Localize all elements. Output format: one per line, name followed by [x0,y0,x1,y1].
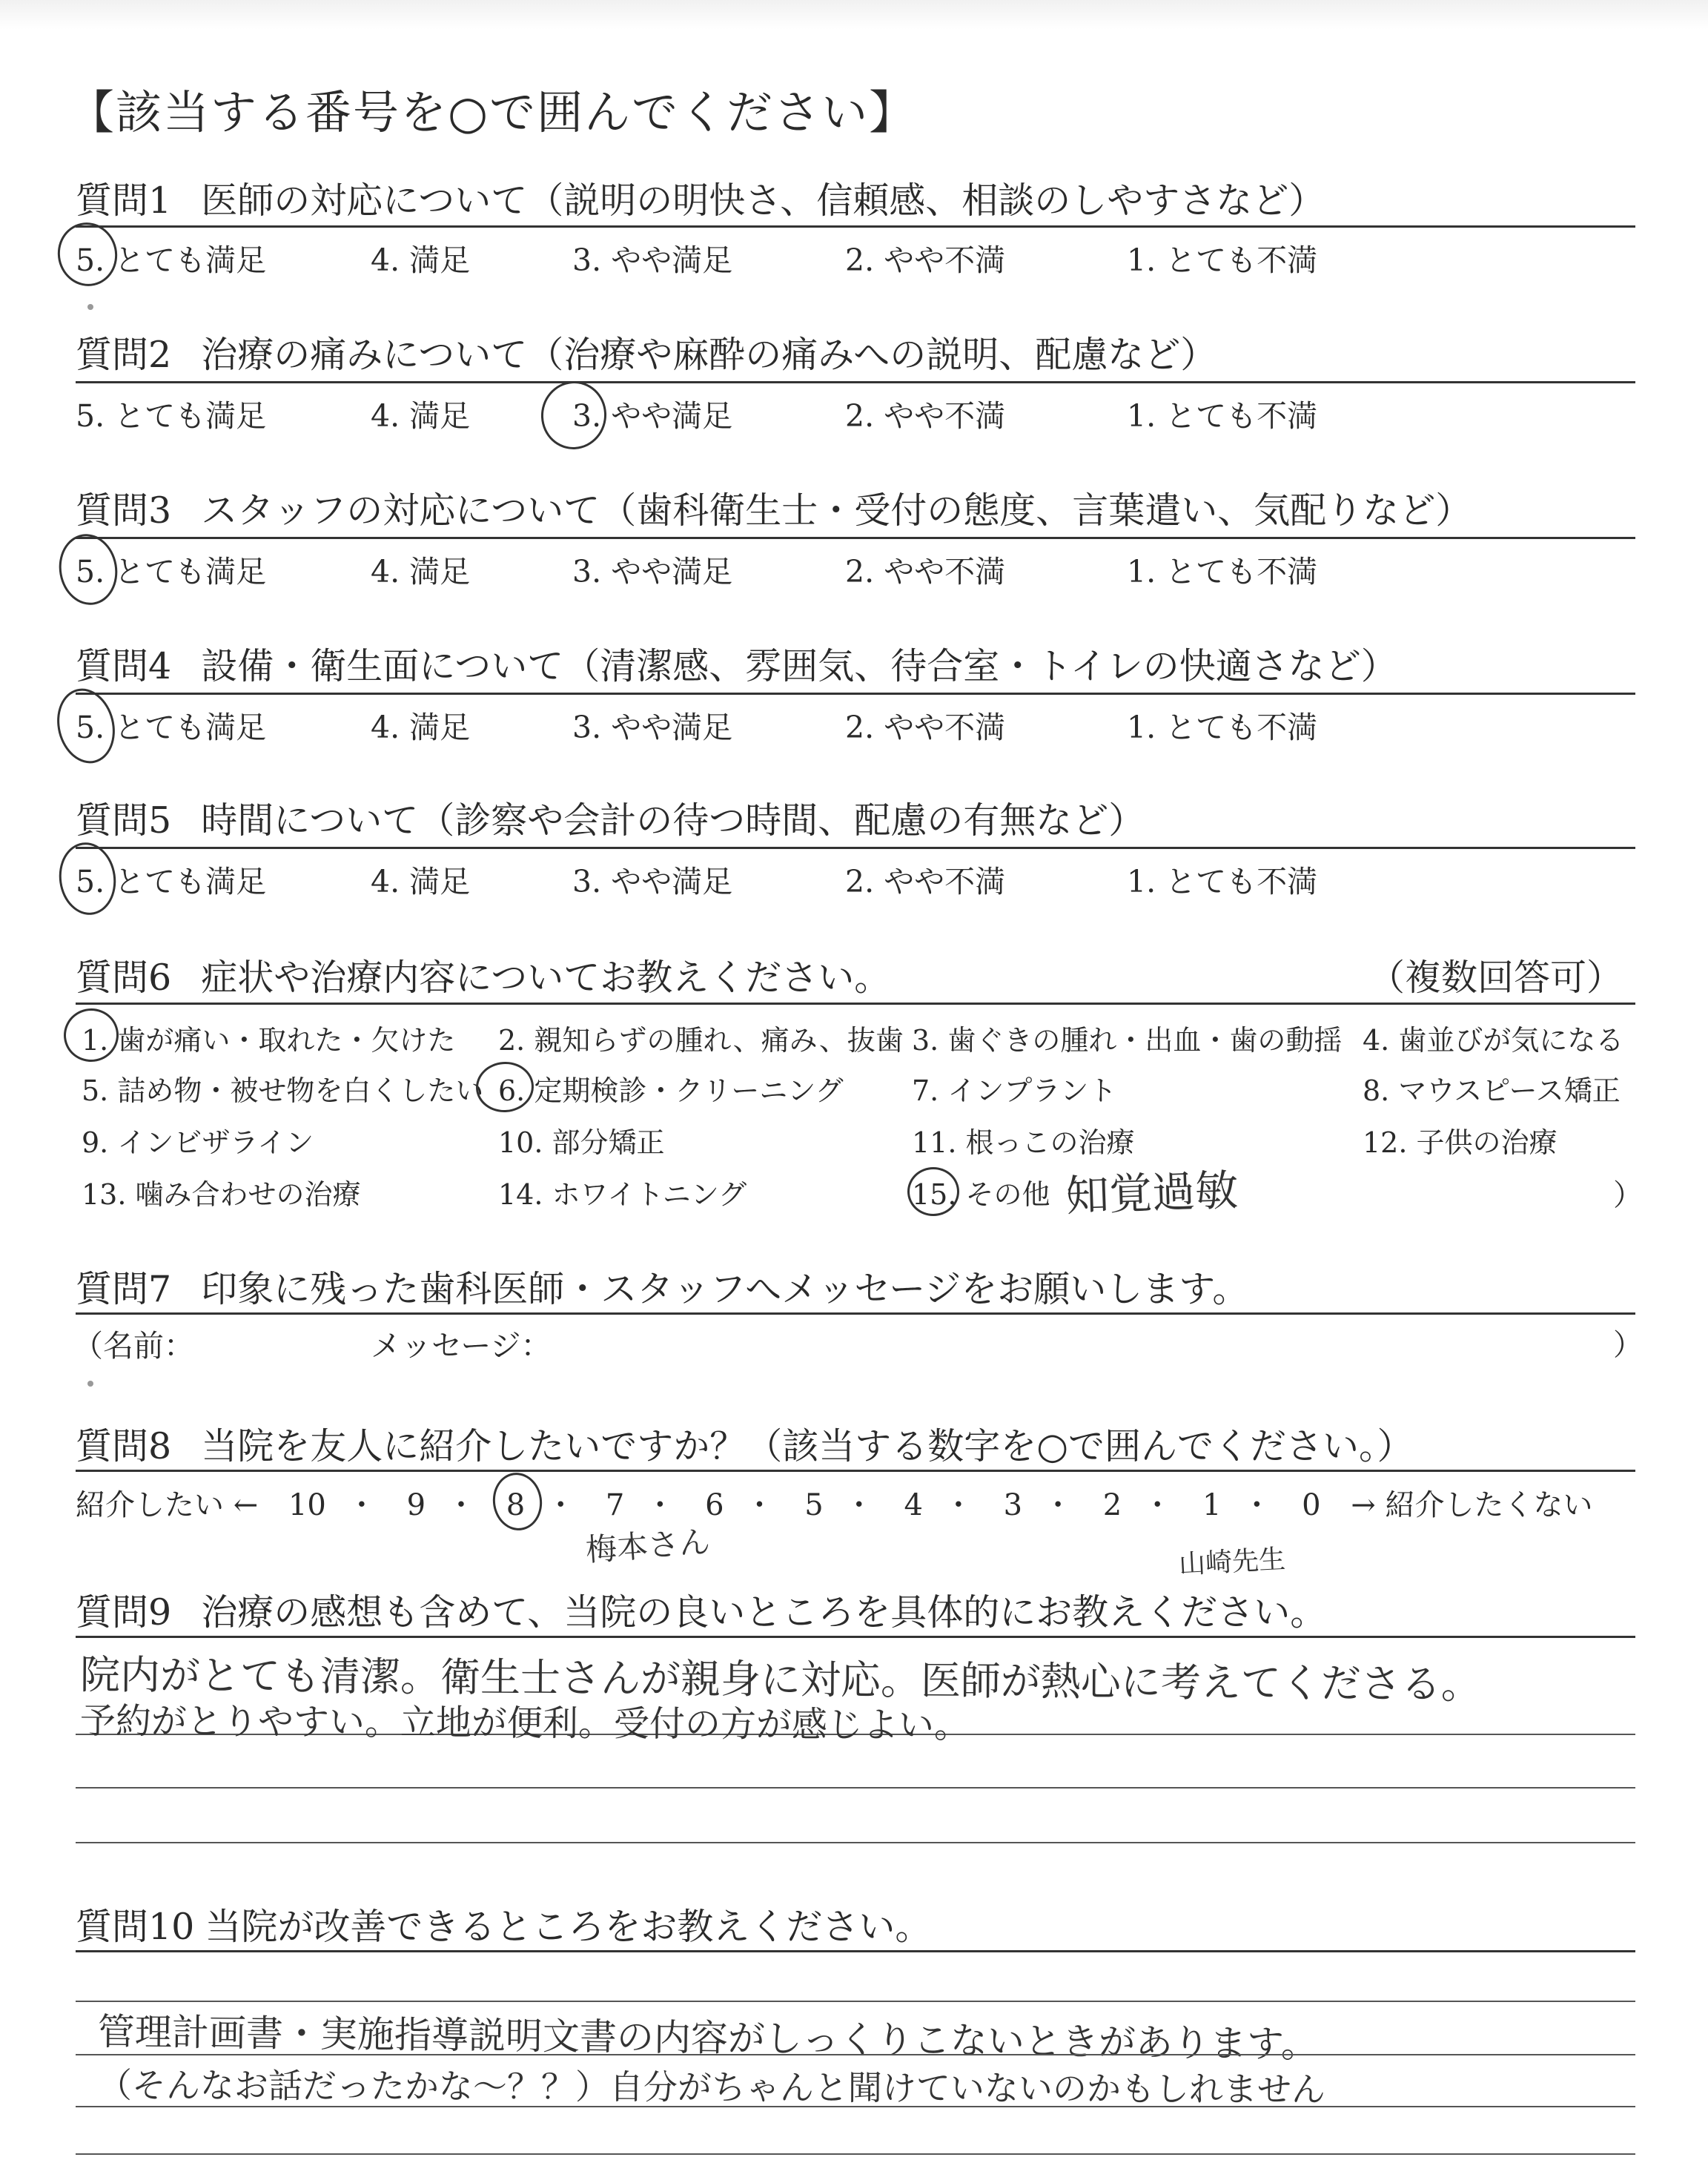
q8-left-label: 紹介したい ← [76,1488,259,1522]
q10-answer-line-1: 管理計画書・実施指導説明文書の内容がしっくりこないときがあります。 [97,2010,1319,2067]
question-8-title [76,1418,1413,1470]
q8-answer-circle [489,1470,546,1533]
question-number: 質問6 [76,957,172,999]
question-7-title [76,1261,1248,1312]
q8-separator: ・ [744,1488,775,1522]
q8-separator: ・ [645,1488,675,1522]
q9-note-doctor-name: 山崎先生 [1178,1544,1287,1580]
q8-score-9[interactable]: 9 [406,1488,426,1522]
q9-note-staff-name: 梅本さん [584,1523,712,1568]
q6-option-15[interactable]: 15. その他（ [912,1178,1079,1211]
writing-line [76,1842,1635,1843]
question-number: 質問8 [76,1425,172,1467]
question-10-title [76,1898,931,1950]
question-number: 質問3 [76,489,172,532]
question-number: 質問5 [76,799,172,842]
q10-answer-line-2: （そんなお話だったかな〜？？）自分がちゃんと聞けていないのかもしれません [97,2065,1326,2110]
question-text: 印象に残った歯科医師・スタッフへメッセージをお願いします。 [201,1268,1249,1310]
q6-option-8[interactable]: 8. マウスピース矯正 [1363,1074,1621,1107]
q8-score-1[interactable]: 1 [1202,1488,1222,1522]
writing-line [76,2153,1635,2155]
q3-option-5[interactable]: 5. とても満足 [76,554,267,589]
q8-score-7[interactable]: 7 [605,1488,625,1522]
question-number: 質問1 [76,179,172,222]
q5-option-1[interactable]: 1. とても不満 [1127,864,1318,899]
writing-line [76,2001,1635,2002]
question-1-rule [76,225,1635,228]
q6-option-1[interactable]: 1. 歯が痛い・取れた・欠けた [82,1024,456,1057]
q5-option-5[interactable]: 5. とても満足 [76,864,267,899]
q8-score-2[interactable]: 2 [1102,1488,1122,1522]
q3-option-2[interactable]: 2. やや不満 [845,554,1006,589]
question-3-title [76,482,1472,534]
q8-score-4[interactable]: 4 [904,1488,923,1522]
q6-option-3[interactable]: 3. 歯ぐきの腫れ・出血・歯の動揺 [912,1024,1343,1057]
q6-option-6[interactable]: 6. 定期検診・クリーニング [498,1074,844,1107]
q1-option-5[interactable]: 5. とても満足 [76,242,267,278]
q6-other-answer: 知覚過敏 [1065,1164,1239,1221]
q9-answer-line-1: 院内がとても清潔。衛生士さんが親身に対応。医師が熱心に考えてくださる。 [79,1651,1482,1708]
q8-separator: ・ [446,1488,477,1522]
q2-option-4[interactable]: 4. 満足 [371,398,471,434]
question-6-note: （複数回答可） [1368,957,1623,999]
q6-option-5[interactable]: 5. 詰め物・被せ物を白くしたい [82,1074,484,1107]
q8-score-0[interactable]: 0 [1302,1488,1321,1522]
question-number: 質問10 [76,1906,195,1948]
instruction-heading: 【該当する番号を○で囲んでください】 [68,85,917,139]
q2-option-1[interactable]: 1. とても不満 [1127,398,1318,434]
q6-option-11[interactable]: 11. 根っこの治療 [912,1126,1135,1159]
q8-rating-scale [76,1482,1614,1524]
question-4-title [76,638,1397,690]
q5-answer-circle [55,839,121,919]
question-text: 当院を友人に紹介したいですか？（該当する数字を○で囲んでください。） [201,1425,1414,1467]
question-text: 医師の対応について（説明の明快さ、信頼感、相談のしやすさなど） [201,179,1325,222]
q3-option-3[interactable]: 3. やや満足 [572,554,733,589]
q3-option-4[interactable]: 4. 満足 [371,554,471,589]
q4-answer-circle [50,682,122,769]
question-number: 質問9 [76,1591,172,1634]
question-text: 症状や治療内容についてお教えください。 [201,957,891,999]
q9-answer-line-2: 予約がとりやすい。立地が便利。受付の方が感じよい。 [79,1700,970,1747]
question-number: 質問2 [76,334,172,376]
question-text: スタッフの対応について（歯科衛生士・受付の態度、言葉遣い、気配りなど） [201,489,1472,532]
q7-name-label: （名前： [73,1328,194,1364]
q1-option-2[interactable]: 2. やや不満 [845,242,1006,278]
question-5-rule [76,847,1635,849]
q4-option-2[interactable]: 2. やや不満 [845,710,1006,745]
q6-option-4[interactable]: 4. 歯並びが気になる [1363,1024,1624,1057]
q4-option-4[interactable]: 4. 満足 [371,710,471,745]
q6-option-7[interactable]: 7. インプラント [912,1074,1117,1107]
writing-line [76,1787,1635,1789]
question-5-title [76,792,1145,844]
question-1-title [76,172,1325,224]
q5-option-4[interactable]: 4. 満足 [371,864,471,899]
question-3-rule [76,537,1635,539]
q2-answer-circle [537,377,611,453]
q8-score-6[interactable]: 6 [705,1488,724,1522]
scan-top-band [0,0,1708,30]
q8-separator: ・ [844,1488,874,1522]
question-text: 治療の痛みについて（治療や麻酔の痛みへの説明、配慮など） [201,334,1217,376]
question-7-rule [76,1312,1635,1315]
q1-option-4[interactable]: 4. 満足 [371,242,471,278]
q8-score-8[interactable]: 8 [506,1488,526,1522]
question-4-rule [76,693,1635,695]
q6-answer-circle-15 [907,1167,959,1216]
q1-option-1[interactable]: 1. とても不満 [1127,242,1318,278]
q8-score-5[interactable]: 5 [804,1488,824,1522]
q6-option-12[interactable]: 12. 子供の治療 [1363,1126,1558,1159]
question-6-title [76,949,890,1001]
question-9-title [76,1584,1326,1636]
q8-separator: ・ [346,1488,377,1522]
question-8-rule [76,1470,1635,1472]
scan-speck [87,1381,93,1387]
q1-answer-circle [52,217,123,292]
q7-message-label: メッセージ： [371,1328,552,1364]
question-9-rule [76,1636,1635,1638]
q8-right-label: → 紹介したくない [1351,1488,1593,1522]
question-2-title [76,326,1217,378]
q4-option-5[interactable]: 5. とても満足 [76,710,267,745]
q3-option-1[interactable]: 1. とても不満 [1127,554,1318,589]
scan-speck [87,304,93,310]
question-text: 設備・衛生面について（清潔感、雰囲気、待合室・トイレの快適さなど） [201,645,1397,687]
q2-option-2[interactable]: 2. やや不満 [845,398,1006,434]
q8-separator: ・ [1142,1488,1173,1522]
q6-option-2[interactable]: 2. 親知らずの腫れ、痛み、抜歯 [498,1024,904,1057]
q7-close-paren: ） [1613,1328,1643,1362]
writing-line [76,2054,1635,2055]
q1-option-3[interactable]: 3. やや満足 [572,242,733,278]
question-2-rule [76,381,1635,383]
question-text: 時間について（診察や会計の待つ時間、配慮の有無など） [201,799,1145,842]
q8-separator: ・ [943,1488,973,1522]
question-10-rule [76,1950,1635,1952]
q2-option-3[interactable]: 3. やや満足 [572,398,733,434]
writing-line [76,2106,1635,2107]
q8-separator: ・ [546,1488,576,1522]
question-text: 当院が改善できるところをお教えください。 [205,1906,932,1948]
q2-option-5[interactable]: 5. とても満足 [76,398,267,434]
q6-option-9[interactable]: 9. インビザライン [82,1126,314,1159]
question-number: 質問4 [76,645,172,687]
q5-option-2[interactable]: 2. やや不満 [845,864,1006,899]
question-text: 治療の感想も含めて、当院の良いところを具体的にお教えください。 [201,1591,1327,1634]
q8-separator: ・ [1242,1488,1272,1522]
q5-option-3[interactable]: 3. やや満足 [572,864,733,899]
q8-score-10[interactable]: 10 [288,1488,326,1522]
q6-option-13[interactable]: 13. 噛み合わせの治療 [82,1178,361,1211]
q8-score-3[interactable]: 3 [1003,1488,1023,1522]
q4-option-1[interactable]: 1. とても不満 [1127,710,1318,745]
q3-answer-circle [53,529,122,610]
q6-option-14[interactable]: 14. ホワイトニング [498,1178,747,1211]
q4-option-3[interactable]: 3. やや満足 [572,710,733,745]
question-number: 質問7 [76,1268,172,1310]
q6-other-close-paren: ） [1613,1178,1643,1212]
question-6-rule [76,1003,1635,1005]
q8-separator: ・ [1043,1488,1073,1522]
q6-option-10[interactable]: 10. 部分矯正 [498,1126,665,1159]
